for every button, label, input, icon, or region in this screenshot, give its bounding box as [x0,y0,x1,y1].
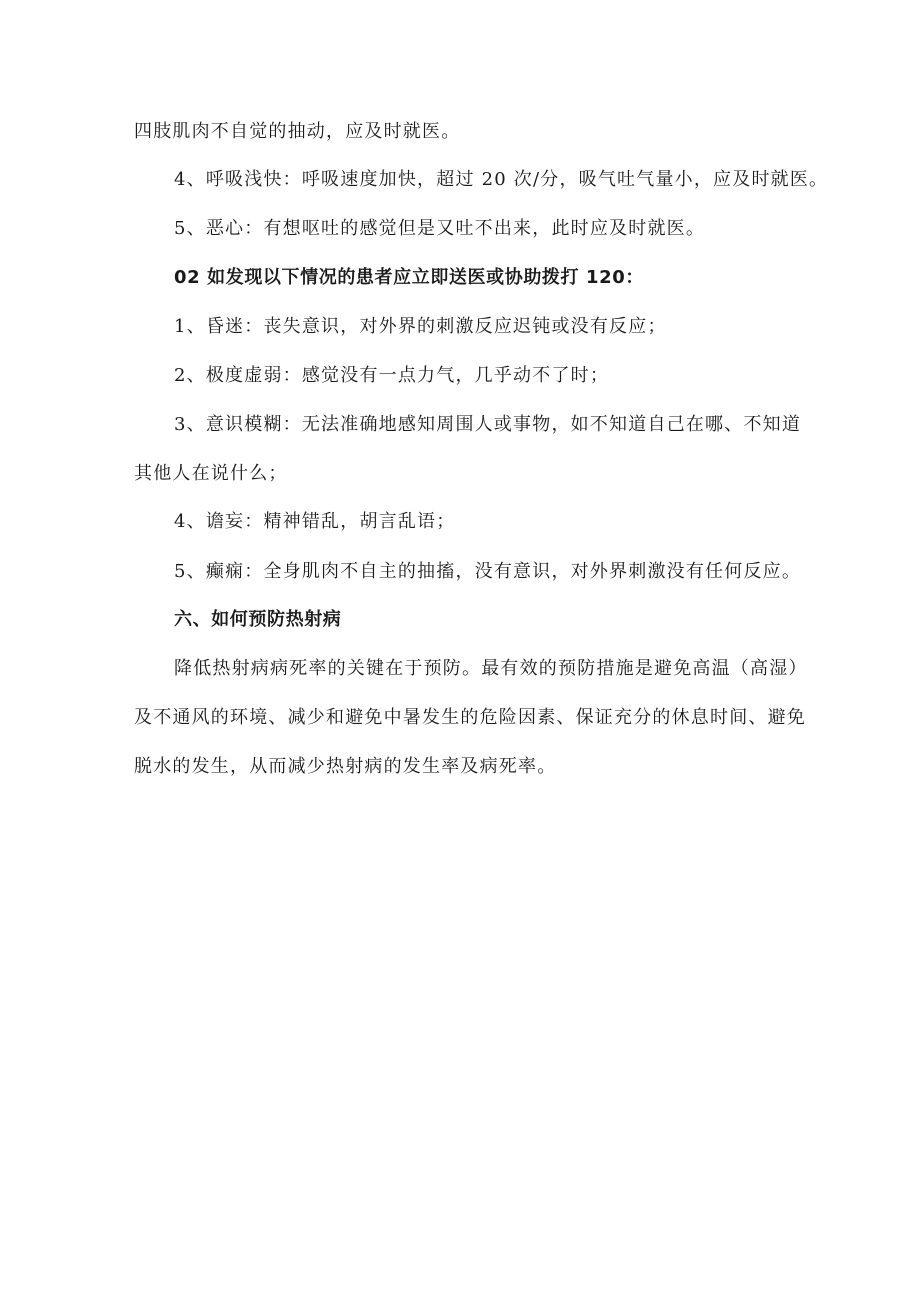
paragraph-line: 脱水的发生，从而减少热射病的发生率及病死率。 [134,756,557,777]
paragraph-line: 1、昏迷：丧失意识，对外界的刺激反应迟钝或没有反应； [174,316,667,337]
section-heading: 02 如发现以下情况的患者应立即送医或协助拨打 120： [174,267,644,288]
paragraph-line: 4、呼吸浅快：呼吸速度加快，超过 20 次/分，吸气吐气量小，应及时就医。 [174,169,829,190]
paragraph-line: 5、癫痫：全身肌肉不自主的抽搐，没有意识，对外界刺激没有任何反应。 [174,561,802,582]
paragraph-line: 4、谵妄：精神错乱，胡言乱语； [174,511,456,532]
paragraph-line: 四肢肌肉不自觉的抽动，应及时就医。 [134,121,461,142]
paragraph-line: 降低热射病病死率的关键在于预防。最有效的预防措施是避免高温（高湿） [174,658,808,679]
section-heading: 六、如何预防热射病 [174,609,342,630]
paragraph-line: 3、意识模糊：无法准确地感知周围人或事物，如不知道自己在哪、不知道 [174,414,802,435]
paragraph-line: 及不通风的环境、减少和避免中暑发生的危险因素、保证充分的休息时间、避免 [134,707,806,728]
paragraph-line: 5、恶心：有想呕吐的感觉但是又吐不出来，此时应及时就医。 [174,218,706,239]
paragraph-line: 其他人在说什么； [134,463,288,484]
paragraph-line: 2、极度虚弱：感觉没有一点力气，几乎动不了时； [174,365,610,386]
